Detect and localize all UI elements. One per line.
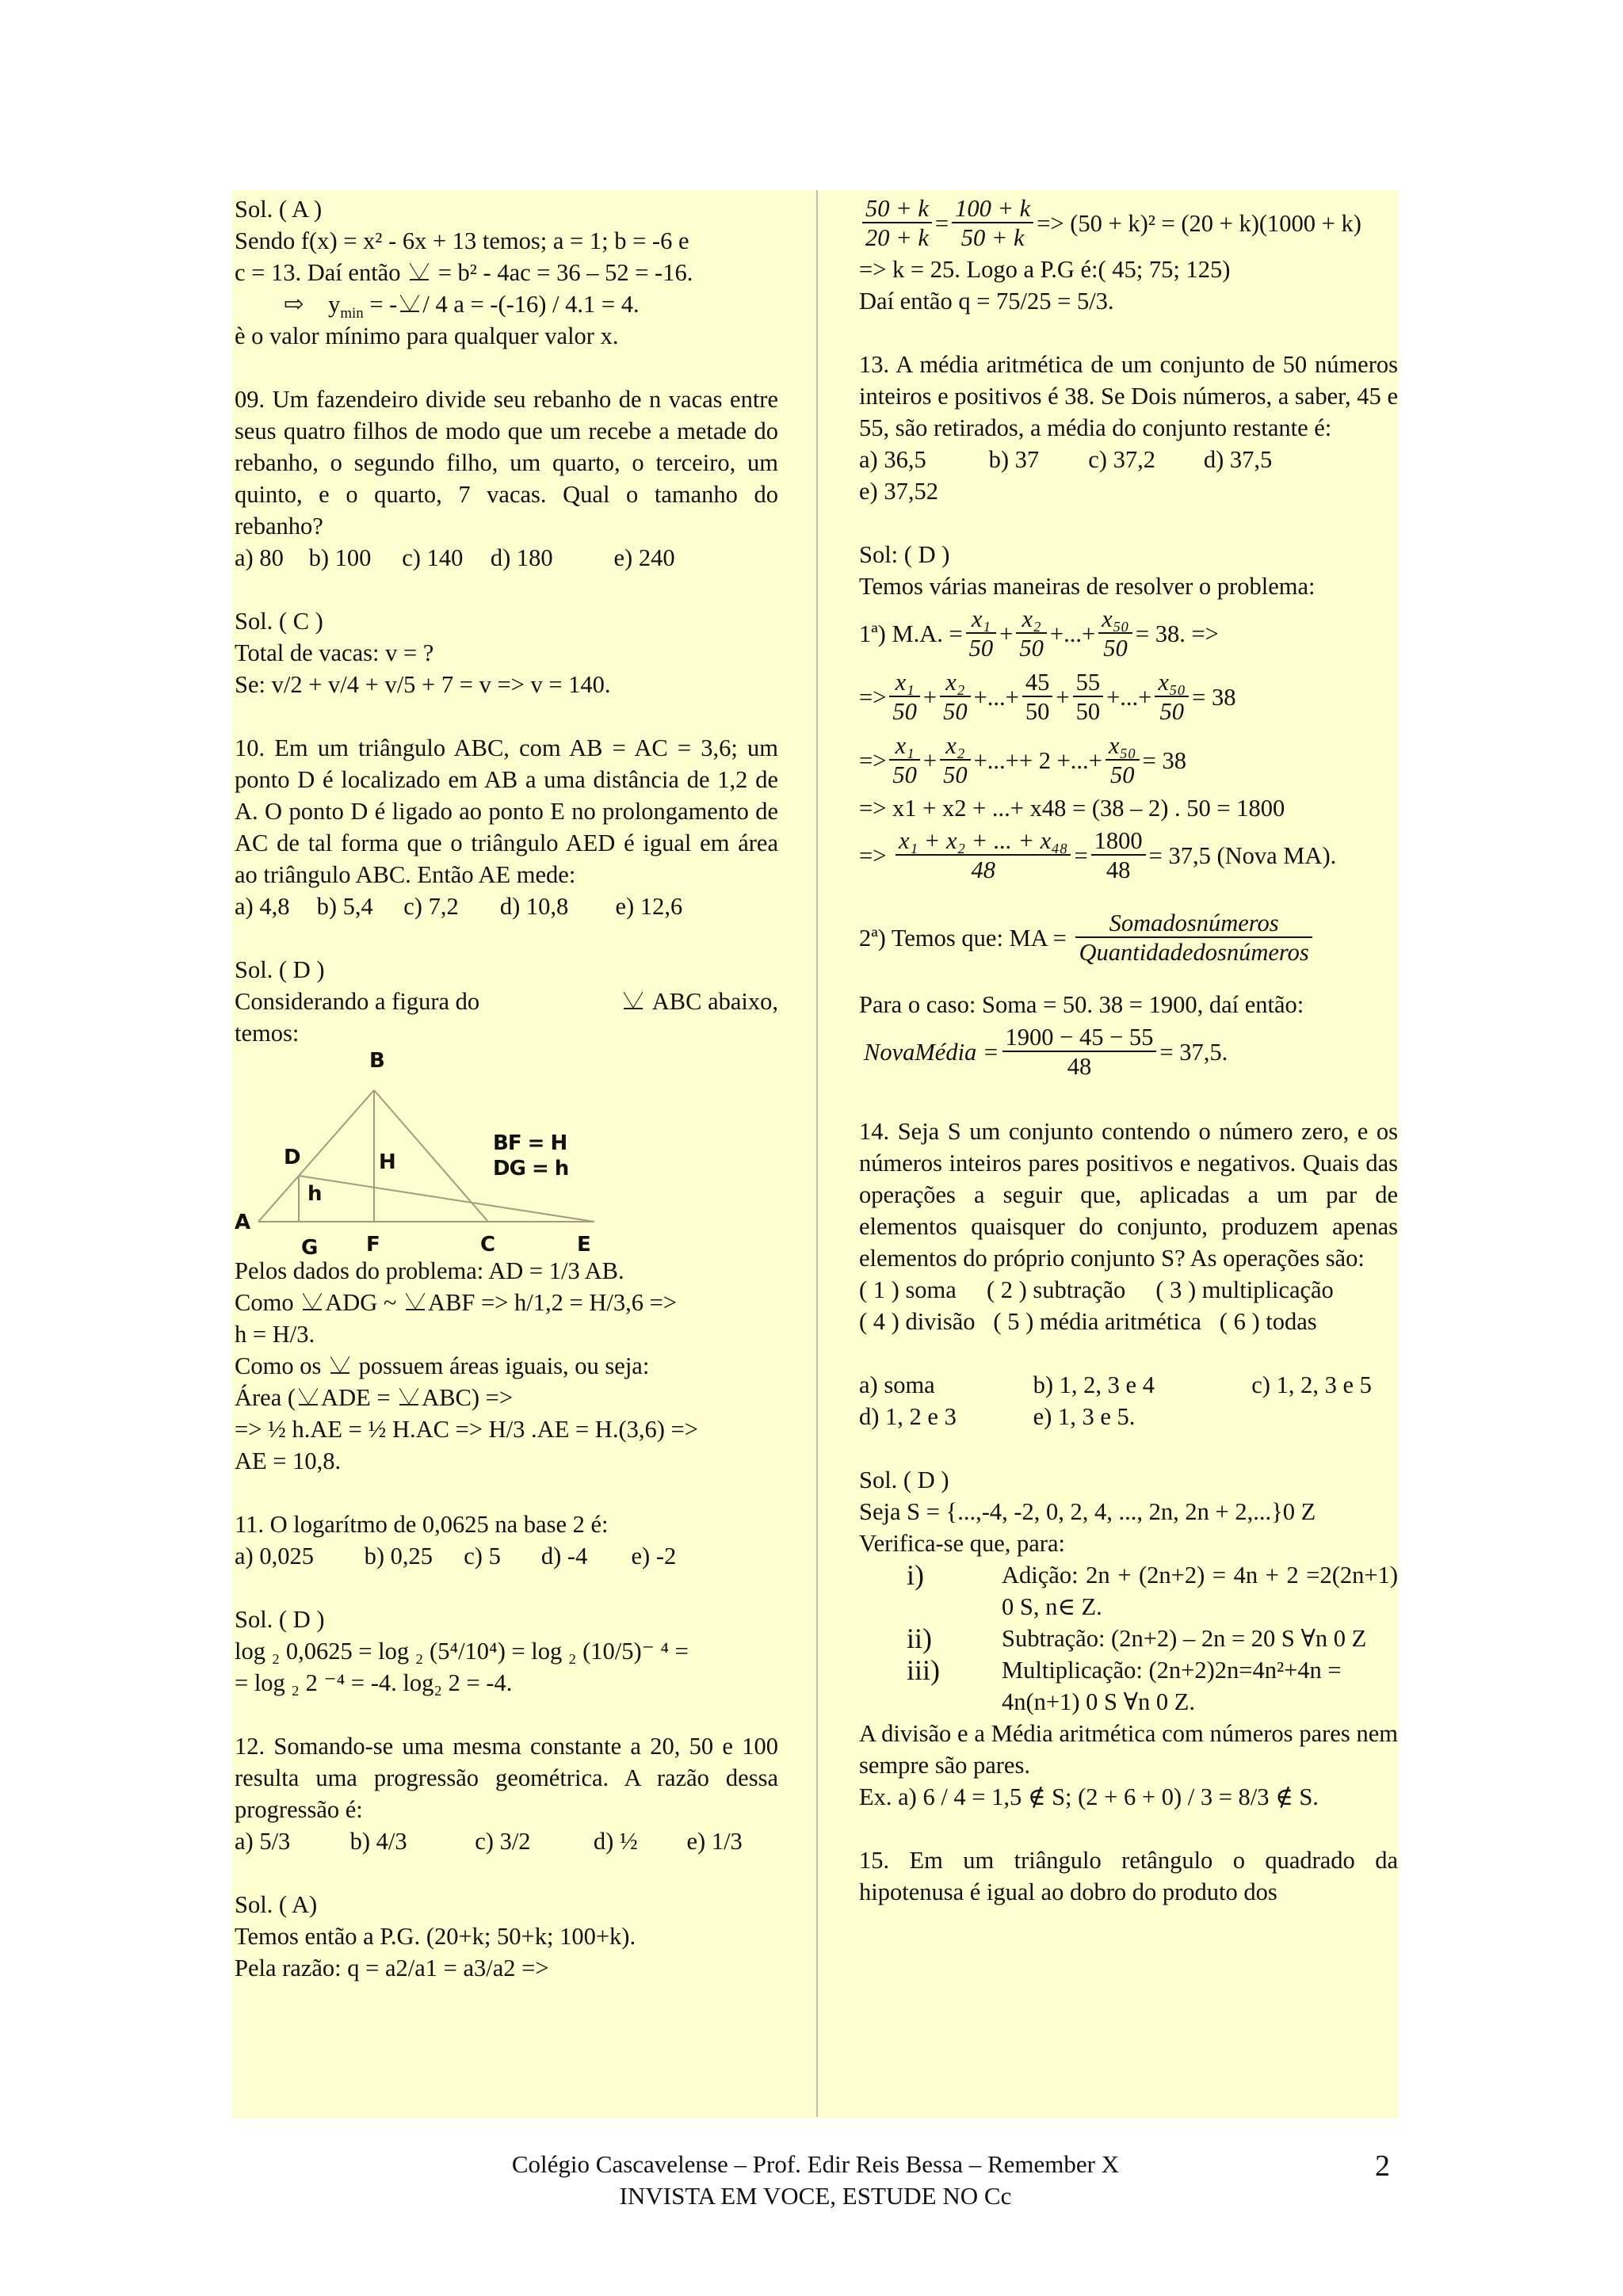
sol-d-line8: => ½ h.AE = ½ H.AC => H/3 .AE = H.(3,6) => bbox=[235, 1416, 698, 1443]
label-a: A bbox=[235, 1211, 251, 1234]
question-14-options2 bbox=[859, 1401, 1398, 1432]
numerator: 50 + k bbox=[862, 195, 932, 223]
plus: + bbox=[922, 747, 938, 774]
denominator: 50 + k bbox=[960, 224, 1025, 251]
numerator: 1800 bbox=[1091, 827, 1146, 856]
question-10-options bbox=[235, 891, 778, 922]
numerator: x₅₀ bbox=[1106, 732, 1140, 761]
label-c: C bbox=[480, 1233, 496, 1257]
arrow-right-icon: ⇨ bbox=[284, 291, 304, 318]
sol-d2-line1: log ₂ 0,0625 = log ₂ (5⁴/10⁴) = log ₂ (10/5)⁻ ⁴ = bbox=[235, 1638, 689, 1665]
sol-d-line4b: ADG ~ bbox=[325, 1289, 397, 1316]
question-14: 14. Seja S um conjunto contendo o número zero, e os números inteiros pares positivos e negativos. Quais das operações a seguir que, aplicadas a um par de elementos quaisquer do conjunto, produzem apenas elementos do próprio conjunto S? As operações são: bbox=[859, 1118, 1398, 1272]
numerator: x₅₀ bbox=[1155, 669, 1189, 697]
sol-d-line1a: Considerando a figura do bbox=[235, 988, 480, 1015]
note-dg: DG = h bbox=[493, 1157, 569, 1180]
right-line1: => k = 25. Logo a P.G é:( 45; 75; 125) bbox=[859, 256, 1231, 283]
label-g: G bbox=[301, 1236, 319, 1260]
question-10: 10. Em um triângulo ABC, com AB = AC = 3,6; um ponto D é localizado em AB a uma distância de 1,2 de A. O ponto D é ligado ao ponto E no prolongamento de AC de tal forma que o triângulo AED é igual em área ao triângulo ABC. Então AE mede: bbox=[235, 734, 778, 888]
option-b: b) 0,25 bbox=[364, 1543, 433, 1569]
option-b: b) 5,4 bbox=[316, 893, 373, 920]
roman-ii: ii) bbox=[907, 1623, 932, 1654]
denominator: 50 bbox=[1103, 635, 1128, 662]
sol13-title: Sol: ( D ) bbox=[859, 541, 950, 568]
numerator: x₂ bbox=[940, 669, 971, 697]
option-a: a) soma bbox=[859, 1371, 935, 1398]
numerator: x₂ bbox=[1016, 605, 1047, 634]
fraction bbox=[1002, 1024, 1157, 1081]
equals: = bbox=[934, 210, 949, 237]
nova-media-tail: = 37,5. bbox=[1159, 1039, 1228, 1066]
label-h-lower: h bbox=[307, 1182, 323, 1206]
option-a: a) 0,025 bbox=[235, 1543, 314, 1569]
column-divider bbox=[816, 190, 818, 2117]
question-14-ops1: ( 1 ) soma ( 2 ) subtração ( 3 ) multiplicação bbox=[859, 1276, 1334, 1303]
sol-d-line7a: Área ( bbox=[235, 1384, 296, 1411]
option-b: b) 1, 2, 3 e 4 bbox=[1033, 1371, 1155, 1398]
footer-line2: INVISTA EM VOCE, ESTUDE NO Cc bbox=[619, 2182, 1012, 2210]
sol-d-line7c: ABC) => bbox=[422, 1384, 514, 1411]
plus: + bbox=[922, 684, 938, 711]
label-h-upper: H bbox=[379, 1150, 396, 1174]
question-09: 09. Um fazendeiro divide seu rebanho de n vacas entre seus quatro filhos de modo que um recebe a metade do rebanho, o segundo filho, um quarto, o terceiro, um quinto, e o quarto, 7 vacas. Qual o tamanho do rebanho? bbox=[235, 386, 778, 540]
denominator: 50 bbox=[968, 635, 994, 662]
sol-d-line1 bbox=[235, 986, 778, 1017]
sol-a-line3b: = - bbox=[369, 291, 398, 318]
nova-ma-equation bbox=[859, 824, 1398, 887]
numerator: Somadosnúmeros bbox=[1075, 910, 1312, 938]
roman-iii: iii) bbox=[907, 1654, 940, 1686]
numerator: 100 + k bbox=[952, 195, 1033, 223]
triangle-icon bbox=[624, 994, 643, 1010]
sol-a2-title: Sol. ( A) bbox=[235, 1891, 318, 1918]
ymin-label: y bbox=[328, 291, 341, 318]
option-a: a) 36,5 bbox=[859, 446, 926, 473]
denominator: Quantidadedosnúmeros bbox=[1079, 939, 1309, 966]
numerator: x₁ bbox=[889, 732, 920, 761]
sol-d-line4c: ABF => h/1,2 = H/3,6 => bbox=[428, 1289, 677, 1316]
label-f: F bbox=[366, 1233, 380, 1257]
triangle-icon bbox=[299, 1390, 318, 1406]
dots: +...+ bbox=[973, 747, 1019, 774]
question-14-ops2: ( 4 ) divisão ( 5 ) média aritmética ( 6 ) todas bbox=[859, 1308, 1317, 1335]
fraction bbox=[1075, 910, 1312, 967]
implies: => bbox=[859, 684, 887, 711]
numerator: x₁ bbox=[889, 669, 920, 697]
numerator: x₅₀ bbox=[1098, 605, 1132, 634]
sol-d-line2: temos: bbox=[235, 1020, 300, 1047]
fraction bbox=[1016, 605, 1047, 662]
fraction bbox=[889, 669, 920, 726]
pg-equation bbox=[859, 193, 1398, 254]
footer-line1: Colégio Cascavelense – Prof. Edir Reis Bessa – Remember X bbox=[511, 2150, 1120, 2178]
case-iii-text: Multiplicação: (2n+2)2n=4n²+4n = 4n(n+1) 0 S ∀n 0 Z. bbox=[1002, 1657, 1342, 1715]
ma2-label: 2ª) Temos que: MA = bbox=[859, 925, 1067, 952]
implies: => bbox=[859, 747, 887, 774]
sol14-line1: Seja S = {...,-4, -2, 0, 2, 4, ..., 2n, 2n + 2,...}0 Z bbox=[859, 1498, 1316, 1525]
fraction bbox=[896, 827, 1071, 884]
denominator: 50 bbox=[943, 761, 968, 788]
sol-d2-line2: = log ₂ 2 ⁻⁴ = -4. log₂ 2 = -4. bbox=[235, 1669, 513, 1696]
sum-line: => x1 + x2 + ...+ x48 = (38 – 2) . 50 = 1800 bbox=[859, 795, 1285, 822]
numerator: x₂ bbox=[940, 732, 971, 761]
option-a: a) 4,8 bbox=[235, 893, 290, 920]
denominator: 20 + k bbox=[865, 224, 929, 251]
nova-tail: = 37,5 (Nova MA). bbox=[1148, 842, 1337, 869]
option-b: b) 37 bbox=[988, 446, 1040, 473]
sol-a-line2b: = b² - 4ac = 36 – 52 = -16. bbox=[437, 259, 693, 286]
ymin-sub: min bbox=[340, 305, 364, 322]
denominator: 48 bbox=[1106, 856, 1131, 883]
option-c: c) 140 bbox=[402, 544, 464, 571]
sol-a2-line2: Pela razão: q = a2/a1 = a3/a2 => bbox=[235, 1955, 549, 1981]
option-e: e) 37,52 bbox=[859, 478, 938, 505]
denominator: 48 bbox=[1067, 1053, 1092, 1080]
sol-a-line3c: / 4 a = -(-16) / 4.1 = 4. bbox=[422, 291, 640, 318]
sol-a2-line1: Temos então a P.G. (20+k; 50+k; 100+k). bbox=[235, 1923, 636, 1950]
option-c: c) 1, 2, 3 e 5 bbox=[1251, 1371, 1372, 1398]
sol-d-line7 bbox=[235, 1382, 778, 1413]
sol14-line2: Verifica-se que, para: bbox=[859, 1530, 1065, 1557]
sol-d-line7b: ADE = bbox=[321, 1384, 391, 1411]
triangle-icon bbox=[410, 265, 429, 281]
numerator: x₁ bbox=[966, 605, 997, 634]
case-i-text: Adição: 2n + (2n+2) = 4n + 2 =2(2n+1) 0 S, n∈ Z. bbox=[1002, 1562, 1398, 1620]
segment-de bbox=[299, 1176, 594, 1222]
dots: +...+ bbox=[1049, 620, 1096, 647]
equals-38: = 38 bbox=[1142, 747, 1186, 774]
case-i bbox=[859, 1559, 1398, 1623]
ma-equation bbox=[859, 602, 1398, 666]
fraction bbox=[1155, 669, 1189, 726]
denominator: 48 bbox=[971, 856, 995, 883]
label-e: E bbox=[577, 1233, 591, 1257]
option-d: d) 1, 2 e 3 bbox=[859, 1403, 957, 1430]
label-d: D bbox=[284, 1146, 301, 1169]
option-d: d) 10,8 bbox=[499, 893, 569, 920]
option-e: e) 1/3 bbox=[686, 1828, 743, 1855]
sol-a-line2 bbox=[235, 257, 778, 288]
implies: => bbox=[859, 842, 887, 869]
denominator: 50 bbox=[1075, 698, 1101, 725]
question-12-options bbox=[235, 1825, 778, 1857]
question-11-options bbox=[235, 1540, 778, 1572]
option-c: c) 5 bbox=[464, 1543, 501, 1569]
sol-a-line3 bbox=[235, 288, 778, 320]
example-line: Ex. a) 6 / 4 = 1,5 ∉ S; (2 + 6 + 0) / 3 = 8/3 ∉ S. bbox=[859, 1783, 1319, 1810]
option-d: d) ½ bbox=[593, 1828, 638, 1855]
sol-d-title: Sol. ( D ) bbox=[235, 956, 325, 983]
page-footer bbox=[232, 2149, 1399, 2212]
fraction bbox=[940, 732, 971, 789]
option-b: b) 100 bbox=[308, 544, 372, 571]
equals-38: = 38 bbox=[1192, 684, 1236, 711]
division-note: A divisão e a Média aritmética com números pares nem sempre são pares. bbox=[859, 1720, 1398, 1779]
denominator: 50 bbox=[1110, 761, 1135, 788]
question-09-options bbox=[235, 542, 778, 574]
equals: = bbox=[1074, 842, 1088, 869]
triangle-icon bbox=[399, 1390, 418, 1406]
page-number: 2 bbox=[1375, 2149, 1390, 2183]
triangle-icon bbox=[330, 1358, 349, 1375]
caso-line: Para o caso: Soma = 50. 38 = 1900, daí então: bbox=[859, 991, 1304, 1018]
fraction bbox=[1098, 605, 1132, 662]
sol-d2-title: Sol. ( D ) bbox=[235, 1606, 325, 1633]
fraction bbox=[940, 669, 971, 726]
fraction bbox=[1091, 827, 1146, 884]
sol-d-line4a: Como bbox=[235, 1289, 294, 1316]
denominator: 50 bbox=[892, 761, 917, 788]
sol-d-line5: h = H/3. bbox=[235, 1321, 315, 1348]
numerator: 55 bbox=[1073, 669, 1104, 697]
option-d: d) -4 bbox=[540, 1543, 588, 1569]
sol-d-line9: AE = 10,8. bbox=[235, 1447, 342, 1474]
question-13: 13. A média aritmética de um conjunto de 50 números inteiros e positivos é 38. Se Dois números, a saber, 45 e 55, são retirados, a média do conjunto restante é: bbox=[859, 351, 1398, 441]
dots: +...+ bbox=[973, 684, 1019, 711]
ma-equation-2 bbox=[859, 666, 1398, 729]
option-d: d) 37,5 bbox=[1203, 446, 1273, 473]
fraction bbox=[1073, 669, 1104, 726]
sol-d-line6b: possuem áreas iguais, ou seja: bbox=[358, 1352, 650, 1379]
option-d: d) 180 bbox=[490, 544, 553, 571]
nova-media-label: NovaMédia = bbox=[864, 1039, 999, 1066]
denominator: 50 bbox=[1019, 635, 1044, 662]
case-iii bbox=[859, 1654, 1398, 1718]
question-14-options1 bbox=[859, 1369, 1398, 1401]
denominator: 50 bbox=[1025, 698, 1050, 725]
dots: +...+ bbox=[1106, 684, 1152, 711]
sol-c-line1: Total de vacas: v = ? bbox=[235, 639, 434, 666]
plus: + bbox=[999, 620, 1014, 647]
sol-a-line1: Sendo f(x) = x² - 6x + 13 temos; a = 1; b = -6 e bbox=[235, 227, 689, 254]
denominator: 50 bbox=[943, 698, 968, 725]
option-c: c) 37,2 bbox=[1088, 446, 1155, 473]
plus: + bbox=[1056, 684, 1070, 711]
triangle-icon bbox=[400, 296, 419, 313]
fraction bbox=[966, 605, 997, 662]
sol-c-title: Sol. ( C ) bbox=[235, 608, 323, 635]
sol-c-line2: Se: v/2 + v/4 + v/5 + 7 = v => v = 140. bbox=[235, 671, 611, 698]
fraction bbox=[1022, 669, 1053, 726]
sol14-title: Sol. ( D ) bbox=[859, 1466, 949, 1493]
option-e: e) -2 bbox=[631, 1543, 677, 1569]
right-line2: Daí então q = 75/25 = 5/3. bbox=[859, 288, 1114, 315]
right-column bbox=[859, 193, 1398, 1908]
option-e: e) 240 bbox=[613, 544, 675, 571]
sol-d-line6 bbox=[235, 1350, 778, 1382]
denominator: 50 bbox=[892, 698, 917, 725]
equals-38: = 38. => bbox=[1135, 620, 1219, 647]
sol-a-line2a: c = 13. Daí então bbox=[235, 259, 401, 286]
option-b: b) 4/3 bbox=[349, 1828, 407, 1855]
case-ii bbox=[859, 1623, 1398, 1654]
fraction bbox=[889, 732, 920, 789]
fraction bbox=[952, 195, 1033, 252]
numerator: 1900 − 45 − 55 bbox=[1002, 1024, 1157, 1052]
question-12: 12. Somando-se uma mesma constante a 20, 50 e 100 resulta uma progressão geométrica. A razão dessa progressão é: bbox=[235, 1733, 778, 1823]
option-a: a) 5/3 bbox=[235, 1828, 291, 1855]
ma2-equation bbox=[859, 906, 1398, 970]
fraction bbox=[1106, 732, 1140, 789]
ma-label: 1ª) M.A. = bbox=[859, 620, 963, 647]
option-e: e) 12,6 bbox=[615, 893, 683, 920]
fraction bbox=[862, 195, 932, 252]
case-ii-text: Subtração: (2n+2) – 2n = 20 S ∀n 0 Z bbox=[1002, 1625, 1367, 1652]
sol-a-title: Sol. ( A ) bbox=[235, 196, 323, 223]
sol-d-line6a: Como os bbox=[235, 1352, 322, 1379]
sol-a-line4: è o valor mínimo para qualquer valor x. bbox=[235, 322, 619, 349]
sol-d-line4 bbox=[235, 1287, 778, 1318]
option-c: c) 7,2 bbox=[403, 893, 459, 920]
roman-i: i) bbox=[907, 1559, 924, 1591]
option-a: a) 80 bbox=[235, 544, 284, 571]
label-b: B bbox=[369, 1049, 385, 1073]
triangle-icon bbox=[303, 1295, 322, 1311]
note-bf: BF = H bbox=[493, 1131, 567, 1155]
equation-tail: => (50 + k)² = (20 + k)(1000 + k) bbox=[1037, 210, 1361, 237]
numerator: 45 bbox=[1022, 669, 1053, 697]
left-column bbox=[235, 193, 778, 1984]
option-e: e) 1, 3 e 5. bbox=[1033, 1403, 1136, 1430]
numerator: x₁ + x₂ + ... + x₄₈ bbox=[896, 827, 1071, 856]
plus-two: + 2 +...+ bbox=[1018, 747, 1102, 774]
sol-d-line3: Pelos dados do problema: AD = 1/3 AB. bbox=[235, 1257, 624, 1284]
denominator: 50 bbox=[1159, 698, 1184, 725]
question-15: 15. Em um triângulo retângulo o quadrado da hipotenusa é igual ao dobro do produto dos bbox=[859, 1847, 1398, 1905]
ma-equation-3 bbox=[859, 729, 1398, 792]
question-13-options bbox=[859, 444, 1398, 507]
sol-d-line1b: ABC abaixo, bbox=[651, 988, 778, 1015]
option-c: c) 3/2 bbox=[475, 1828, 531, 1855]
triangle-icon bbox=[406, 1295, 425, 1311]
question-11: 11. O logarítmo de 0,0625 na base 2 é: bbox=[235, 1511, 609, 1538]
sol13-line1: Temos várias maneiras de resolver o problema: bbox=[859, 573, 1316, 600]
nova-media-equation bbox=[859, 1020, 1398, 1084]
triangle-figure bbox=[235, 1049, 778, 1260]
